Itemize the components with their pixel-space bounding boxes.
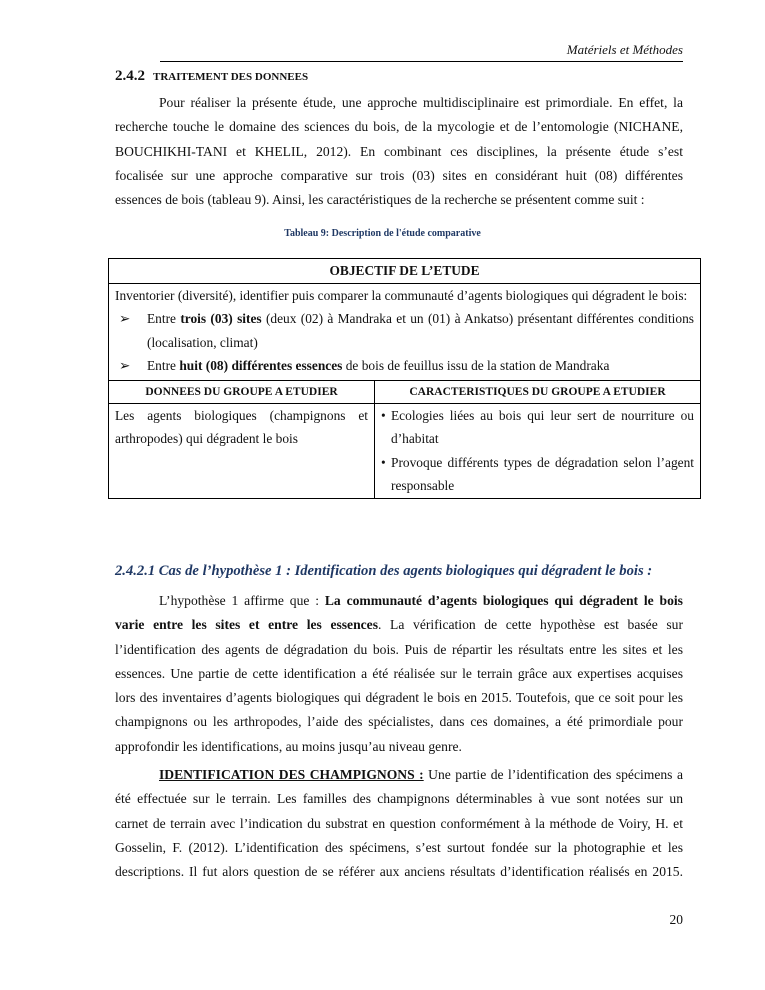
- text: . La vérification de cette hypothèse est basée sur: [378, 617, 683, 633]
- page-number: 20: [669, 912, 683, 927]
- section-number: 2.4.2: [115, 68, 145, 84]
- paragraph-line: l’identification des agents de dégradation du bois. Puis de répartir les résultats entre les sites et les: [115, 641, 683, 657]
- col1-header: DONNEES DU GROUPE A ETUDIER: [109, 380, 375, 403]
- bullet-text: Entre: [147, 311, 181, 326]
- col1-cell: Les agents biologiques (champignons et arthropodes) qui dégradent le bois: [109, 403, 375, 498]
- bullet-text: de bois de feuillus issu de la station de Mandraka: [342, 358, 610, 373]
- paragraph-line: recherche touche le domaine des sciences du bois, de la mycologie et de l’entomologie (NICHANE,: [115, 119, 683, 135]
- bullet-bold: huit (08) différentes essences: [179, 358, 343, 373]
- text: L’hypothèse 1 affirme que :: [159, 593, 325, 608]
- objective-bullet: [115, 307, 694, 354]
- objective-header: OBJECTIF DE L’ETUDE: [109, 259, 701, 284]
- intro-paragraph: [115, 91, 683, 212]
- paragraph-line: lors des inventaires d’agents biologiques qui dégradent le bois en 2015. Toutefois, que ce soit pour les: [115, 690, 683, 706]
- paragraph-line: été effectuée sur le terrain. Les familles des champignons déterminables à vue sont notées sur un: [115, 791, 683, 807]
- hypothesis-bold: La communauté d’agents biologiques qui dégradent le bois: [324, 593, 683, 608]
- paragraph-line: champignons ou les arthropodes, l’aide des spécialistes, dans ces domaines, a été primordiale pour: [115, 714, 683, 730]
- paragraph-line: approfondir les identifications, au moins jusqu’au niveau genre.: [115, 738, 462, 754]
- paragraph-line: BOUCHIKHI-TANI et KHELIL, 2012). En combinant ces disciplines, la présente étude s’est: [115, 143, 683, 159]
- running-header: Matériels et Méthodes: [160, 42, 683, 62]
- hypothesis-bold: varie entre les sites et entre les essences: [115, 617, 379, 633]
- study-description-table: [108, 258, 701, 499]
- characteristic-text: Ecologies liées au bois qui leur sert de nourriture ou d’habitat: [391, 407, 694, 446]
- bullet-text: (deux (02) à Mandraka et un (01) à Ankatso) présentant différentes conditions (localisation, climat): [147, 311, 694, 350]
- paragraph-line: focalisée sur une approche comparative sur trois (03) sites en considérant huit (08) différentes: [115, 167, 683, 183]
- objective-cell: [109, 283, 701, 380]
- characteristic-text: Provoque différents types de dégradation selon l’agent responsable: [391, 454, 694, 493]
- characteristic-item: [381, 404, 694, 451]
- paragraph-line: Gosselin, F. (2012). L’identification des spécimens, s’est surtout fondée sur la photographie et les: [115, 839, 683, 855]
- text: Une partie de l’identification des spécimens a: [423, 767, 683, 782]
- paragraph-line: [115, 613, 683, 637]
- paragraph-line: carnet de terrain avec l’indication du substrat en question conformément à la méthode de Voiry, H. et: [115, 815, 683, 831]
- col2-cell: [375, 403, 701, 498]
- arrow-bullet-icon: ➢: [119, 311, 131, 326]
- bullet-text: Entre: [147, 358, 180, 373]
- paragraph-line: [115, 763, 683, 787]
- section-title: TRAITEMENT DES DONNEES: [153, 71, 309, 83]
- table-caption: Tableau 9: Description de l'étude comparative: [284, 228, 481, 239]
- paragraph-line: [115, 589, 683, 613]
- bullet-bold: trois (03) sites: [180, 311, 262, 326]
- paragraph-line: descriptions. Il fut alors question de se référer aux anciens résultats d’identification réalisés en 2015.: [115, 864, 683, 880]
- characteristic-item: [381, 451, 694, 498]
- section-heading: [115, 68, 308, 85]
- fungi-heading: IDENTIFICATION DES CHAMPIGNONS :: [159, 767, 424, 782]
- paragraph-line: essences de bois (tableau 9). Ainsi, les caractéristiques de la recherche se présentent comme suit :: [115, 192, 645, 208]
- col2-header: CARACTERISTIQUES DU GROUPE A ETUDIER: [375, 380, 701, 403]
- bullet-dot-icon: •: [381, 407, 386, 423]
- paragraph-line: Pour réaliser la présente étude, une approche multidisciplinaire est primordiale. En effet, la: [159, 95, 683, 110]
- bullet-dot-icon: •: [381, 454, 386, 470]
- objective-bullet: [115, 354, 694, 378]
- subsection-heading: 2.4.2.1 Cas de l’hypothèse 1 : Identification des agents biologiques qui dégradent le bois :: [115, 563, 653, 579]
- fungi-paragraph: [115, 763, 683, 884]
- objective-text: Inventorier (diversité), identifier puis comparer la communauté d’agents biologiques qui dégradent le bois:: [115, 287, 688, 303]
- hypothesis-paragraph: [115, 589, 683, 759]
- arrow-bullet-icon: ➢: [119, 358, 131, 373]
- paragraph-line: essences. Une partie de cette identification a été réalisée sur le terrain grâce aux expertises acquises: [115, 665, 683, 681]
